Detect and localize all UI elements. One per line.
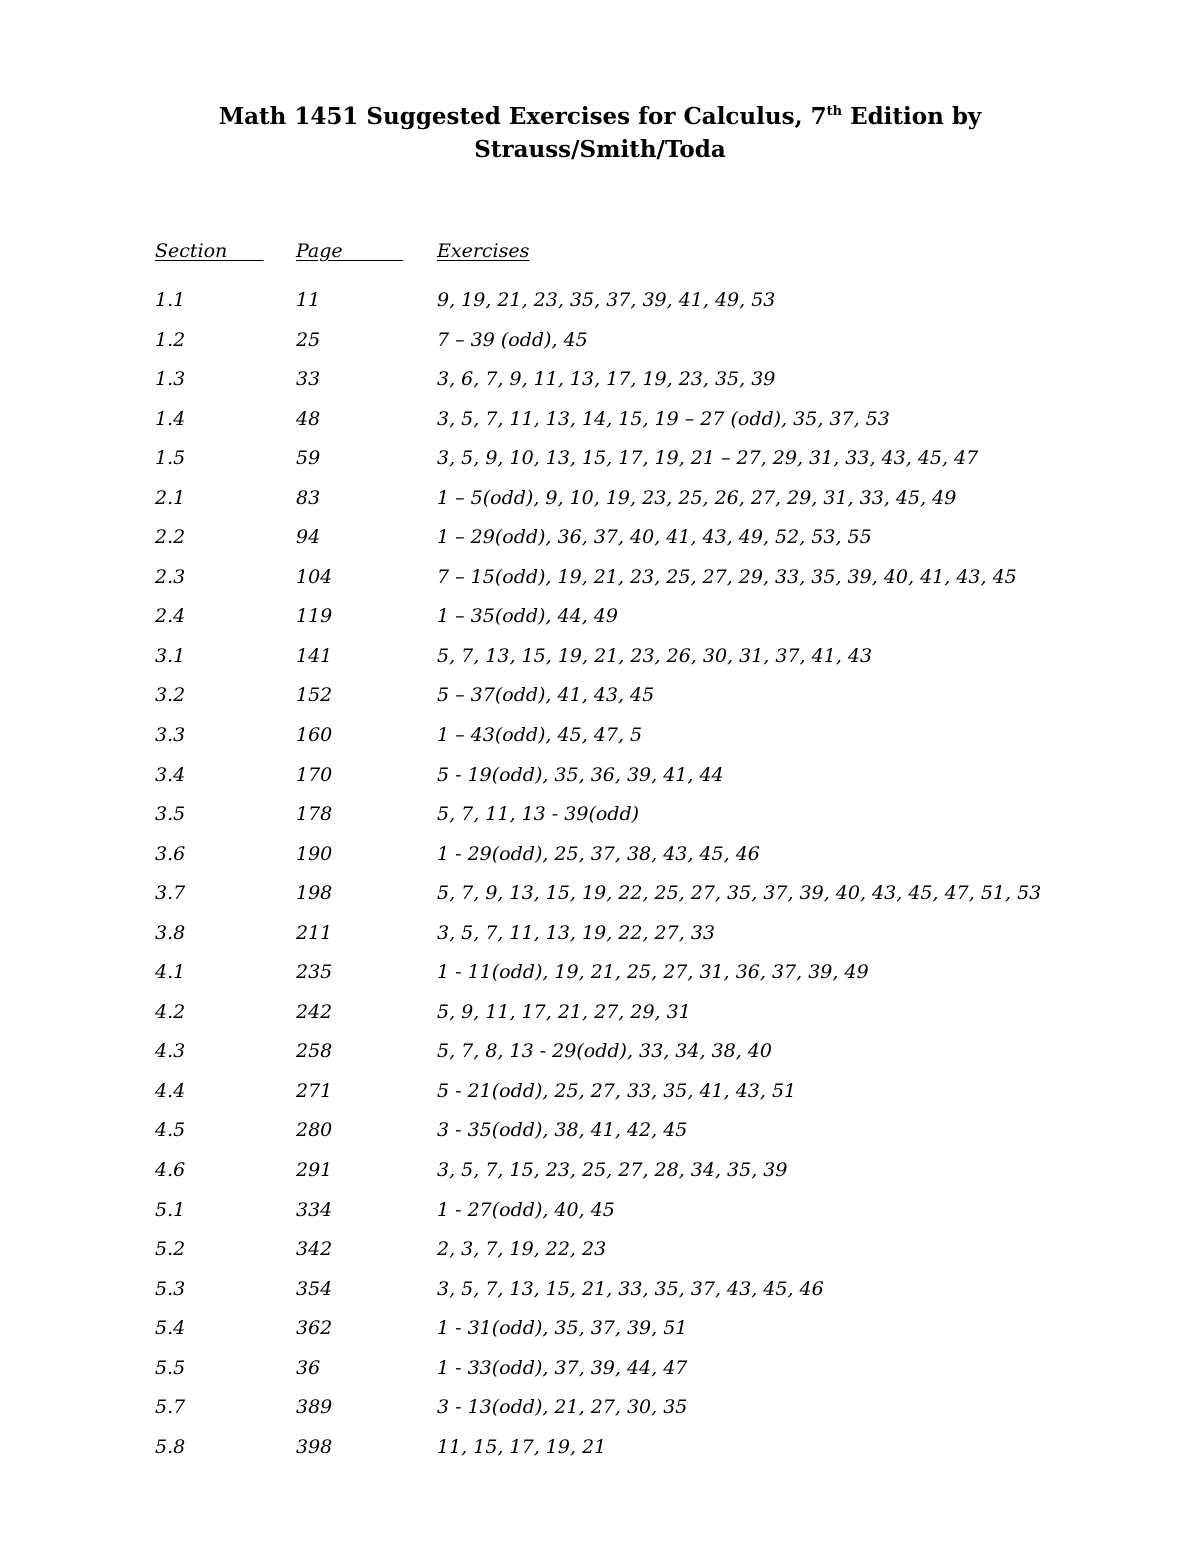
title-line-1-end: Edition by bbox=[842, 103, 982, 130]
table-row bbox=[0, 721, 1200, 761]
section-cell: 2.4 bbox=[155, 605, 186, 628]
table-row bbox=[0, 1275, 1200, 1315]
exercises-cell: 7 – 15(odd), 19, 21, 23, 25, 27, 29, 33, 35, 39, 40, 41, 43, 45 bbox=[437, 565, 1017, 588]
table-row bbox=[0, 1116, 1200, 1156]
header-section bbox=[155, 240, 264, 262]
exercises-cell: 3 - 13(odd), 21, 27, 30, 35 bbox=[437, 1396, 688, 1419]
page-cell: 258 bbox=[296, 1040, 333, 1063]
page-cell: 242 bbox=[296, 1000, 333, 1023]
section-cell: 4.2 bbox=[155, 1000, 186, 1023]
page-cell: 389 bbox=[296, 1396, 333, 1419]
table-row bbox=[0, 1196, 1200, 1236]
exercises-cell: 5 – 37(odd), 41, 43, 45 bbox=[437, 684, 655, 707]
page-cell: 59 bbox=[296, 447, 321, 470]
page-cell: 280 bbox=[296, 1119, 333, 1142]
section-cell: 4.1 bbox=[155, 961, 186, 984]
exercises-cell: 3, 5, 7, 13, 15, 21, 33, 35, 37, 43, 45, 46 bbox=[437, 1277, 824, 1300]
page-cell: 342 bbox=[296, 1238, 333, 1261]
exercises-cell: 5 - 19(odd), 35, 36, 39, 41, 44 bbox=[437, 763, 724, 786]
page-cell: 235 bbox=[296, 961, 333, 984]
table-row bbox=[0, 1314, 1200, 1354]
table-row bbox=[0, 1354, 1200, 1394]
page-cell: 291 bbox=[296, 1159, 333, 1182]
page-cell: 160 bbox=[296, 724, 333, 747]
page-cell: 152 bbox=[296, 684, 333, 707]
section-cell: 3.6 bbox=[155, 842, 186, 865]
table-row bbox=[0, 1235, 1200, 1275]
page-cell: 354 bbox=[296, 1277, 333, 1300]
exercises-cell: 3, 5, 7, 15, 23, 25, 27, 28, 34, 35, 39 bbox=[437, 1159, 788, 1182]
exercises-cell: 1 - 33(odd), 37, 39, 44, 47 bbox=[437, 1356, 688, 1379]
exercises-cell: 1 - 31(odd), 35, 37, 39, 51 bbox=[437, 1317, 688, 1340]
page-cell: 271 bbox=[296, 1079, 333, 1102]
exercises-cell: 5, 7, 8, 13 - 29(odd), 33, 34, 38, 40 bbox=[437, 1040, 772, 1063]
table-row bbox=[0, 1077, 1200, 1117]
exercises-cell: 5, 7, 9, 13, 15, 19, 22, 25, 27, 35, 37, 39, 40, 43, 45, 47, 51, 53 bbox=[437, 882, 1042, 905]
section-cell: 1.3 bbox=[155, 368, 186, 391]
page-cell: 362 bbox=[296, 1317, 333, 1340]
page-cell: 33 bbox=[296, 368, 321, 391]
table-row bbox=[0, 484, 1200, 524]
title-line-1 bbox=[0, 100, 1200, 133]
section-cell: 3.8 bbox=[155, 921, 186, 944]
exercises-cell: 3, 5, 7, 11, 13, 14, 15, 19 – 27 (odd), 35, 37, 53 bbox=[437, 407, 890, 430]
section-cell: 4.4 bbox=[155, 1079, 186, 1102]
page-cell: 119 bbox=[296, 605, 333, 628]
table-row bbox=[0, 405, 1200, 445]
exercises-cell: 5, 7, 11, 13 - 39(odd) bbox=[437, 803, 640, 826]
section-cell: 4.3 bbox=[155, 1040, 186, 1063]
table-row bbox=[0, 1433, 1200, 1473]
exercises-cell: 11, 15, 17, 19, 21 bbox=[437, 1435, 607, 1458]
exercises-cell: 9, 19, 21, 23, 35, 37, 39, 41, 49, 53 bbox=[437, 289, 776, 311]
table-row bbox=[0, 444, 1200, 484]
page-cell: 25 bbox=[296, 328, 321, 351]
section-cell: 3.4 bbox=[155, 763, 186, 786]
document-title bbox=[0, 100, 1200, 166]
section-cell: 3.5 bbox=[155, 803, 186, 826]
table-row bbox=[0, 642, 1200, 682]
table-row bbox=[0, 1037, 1200, 1077]
table-row bbox=[0, 365, 1200, 405]
page-cell: 141 bbox=[296, 644, 333, 667]
exercises-cell: 5, 7, 13, 15, 19, 21, 23, 26, 30, 31, 37, 41, 43 bbox=[437, 644, 873, 667]
table-row bbox=[0, 523, 1200, 563]
section-cell: 5.7 bbox=[155, 1396, 186, 1419]
section-cell: 3.7 bbox=[155, 882, 186, 905]
section-cell: 2.2 bbox=[155, 526, 186, 549]
exercises-cell: 3, 6, 7, 9, 11, 13, 17, 19, 23, 35, 39 bbox=[437, 368, 776, 391]
section-cell: 4.5 bbox=[155, 1119, 186, 1142]
table-row bbox=[0, 286, 1200, 326]
section-cell: 1.2 bbox=[155, 328, 186, 351]
table-row bbox=[0, 879, 1200, 919]
exercises-cell: 3 - 35(odd), 38, 41, 42, 45 bbox=[437, 1119, 688, 1142]
section-cell: 2.3 bbox=[155, 565, 186, 588]
exercises-cell: 1 – 29(odd), 36, 37, 40, 41, 43, 49, 52, 53, 55 bbox=[437, 526, 872, 549]
page-cell: 104 bbox=[296, 565, 333, 588]
section-cell: 1.5 bbox=[155, 447, 186, 470]
exercises-cell: 1 – 35(odd), 44, 49 bbox=[437, 605, 618, 628]
page-cell: 198 bbox=[296, 882, 333, 905]
page-cell: 11 bbox=[296, 289, 321, 311]
exercises-cell: 1 - 11(odd), 19, 21, 25, 27, 31, 36, 37, 39, 49 bbox=[437, 961, 869, 984]
exercises-cell: 5 - 21(odd), 25, 27, 33, 35, 41, 43, 51 bbox=[437, 1079, 797, 1102]
page-cell: 48 bbox=[296, 407, 321, 430]
table-row bbox=[0, 998, 1200, 1038]
section-cell: 4.6 bbox=[155, 1159, 186, 1182]
section-cell: 1.1 bbox=[155, 289, 186, 311]
exercises-cell: 1 - 29(odd), 25, 37, 38, 43, 45, 46 bbox=[437, 842, 760, 865]
section-cell: 3.1 bbox=[155, 644, 186, 667]
exercises-cell: 1 – 43(odd), 45, 47, 5 bbox=[437, 724, 643, 747]
page-cell: 398 bbox=[296, 1435, 333, 1458]
section-cell: 2.1 bbox=[155, 486, 186, 509]
page-cell: 36 bbox=[296, 1356, 321, 1379]
table-row bbox=[0, 602, 1200, 642]
table-row bbox=[0, 840, 1200, 880]
header-section-label: Section bbox=[155, 240, 228, 262]
table-row bbox=[0, 563, 1200, 603]
title-line-1-main: Math 1451 Suggested Exercises for Calculus, 7 bbox=[218, 103, 827, 130]
section-cell: 5.5 bbox=[155, 1356, 186, 1379]
section-cell: 5.1 bbox=[155, 1198, 186, 1221]
title-line-2: Strauss/Smith/Toda bbox=[474, 136, 726, 163]
section-cell: 3.2 bbox=[155, 684, 186, 707]
exercise-table bbox=[0, 286, 1200, 1472]
exercises-cell: 3, 5, 9, 10, 13, 15, 17, 19, 21 – 27, 29, 31, 33, 43, 45, 47 bbox=[437, 447, 979, 470]
section-cell: 5.4 bbox=[155, 1317, 186, 1340]
table-row bbox=[0, 1393, 1200, 1433]
page-cell: 211 bbox=[296, 921, 333, 944]
section-cell: 1.4 bbox=[155, 407, 186, 430]
table-row bbox=[0, 326, 1200, 366]
table-row bbox=[0, 958, 1200, 998]
section-cell: 5.3 bbox=[155, 1277, 186, 1300]
page-cell: 170 bbox=[296, 763, 333, 786]
header-page bbox=[296, 240, 403, 262]
page-cell: 94 bbox=[296, 526, 321, 549]
page-cell: 83 bbox=[296, 486, 321, 509]
exercises-cell: 3, 5, 7, 11, 13, 19, 22, 27, 33 bbox=[437, 921, 715, 944]
page-cell: 190 bbox=[296, 842, 333, 865]
table-header bbox=[0, 240, 1200, 268]
exercises-cell: 1 – 5(odd), 9, 10, 19, 23, 25, 26, 27, 29, 31, 33, 45, 49 bbox=[437, 486, 957, 509]
exercises-cell: 5, 9, 11, 17, 21, 27, 29, 31 bbox=[437, 1000, 691, 1023]
section-cell: 5.2 bbox=[155, 1238, 186, 1261]
table-row bbox=[0, 761, 1200, 801]
page-cell: 178 bbox=[296, 803, 333, 826]
exercises-cell: 1 - 27(odd), 40, 45 bbox=[437, 1198, 615, 1221]
page-cell: 334 bbox=[296, 1198, 333, 1221]
exercises-cell: 7 – 39 (odd), 45 bbox=[437, 328, 588, 351]
title-superscript: th bbox=[826, 104, 843, 119]
section-cell: 5.8 bbox=[155, 1435, 186, 1458]
table-row bbox=[0, 1156, 1200, 1196]
exercises-cell: 2, 3, 7, 19, 22, 23 bbox=[437, 1238, 607, 1261]
table-row bbox=[0, 800, 1200, 840]
header-page-label: Page bbox=[296, 240, 343, 262]
section-cell: 3.3 bbox=[155, 724, 186, 747]
header-exercises: Exercises bbox=[437, 240, 530, 262]
table-row bbox=[0, 681, 1200, 721]
table-row bbox=[0, 919, 1200, 959]
